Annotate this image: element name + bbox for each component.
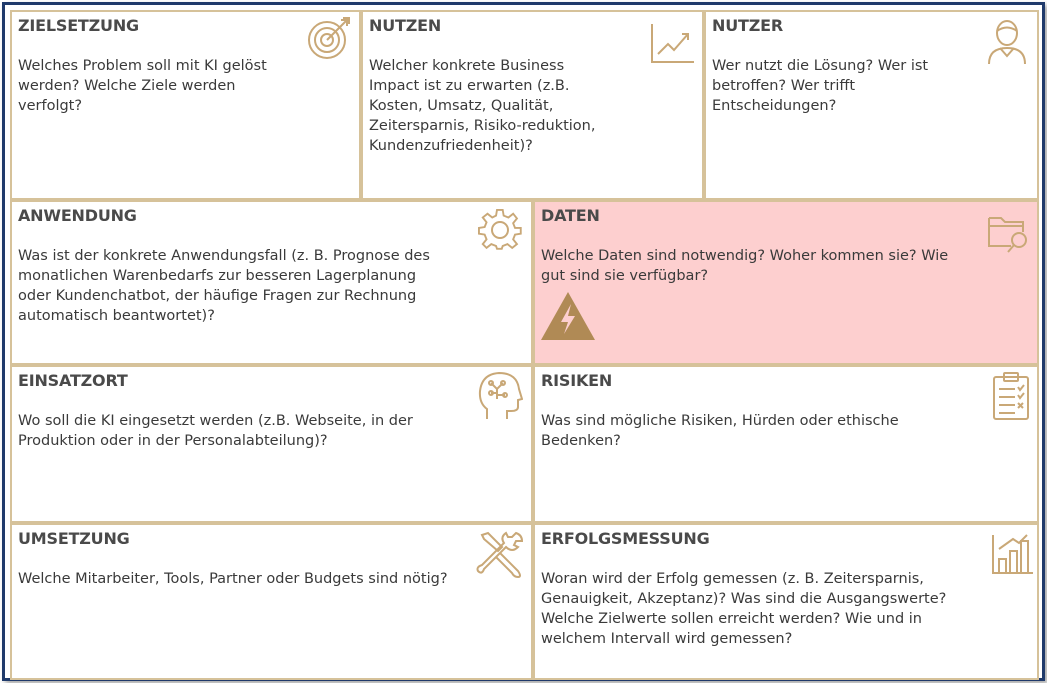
target-icon (307, 16, 353, 60)
cell-title: ANWENDUNG (18, 206, 137, 225)
cell-title: ZIELSETZUNG (18, 16, 139, 35)
cell-title: DATEN (541, 206, 600, 225)
cell-title: NUTZER (712, 16, 783, 35)
trend-chart-icon (650, 22, 696, 64)
cell-anwendung (10, 200, 533, 365)
cell-risiken (533, 365, 1039, 523)
cell-text: Welche Daten sind notwendig? Woher kommen sie? Wie gut sind sie verfügbar? (541, 248, 949, 284)
cell-text: Wer nutzt die Lösung? Wer ist betroffen? Wer trifft Entscheidungen? (712, 58, 929, 114)
cell-title: RISIKEN (541, 371, 613, 390)
cell-text: Was ist der konkrete Anwendungsfall (z. B. Prognose des monatlichen Warenbedarfs zur besseren Lagerplanung oder Kundenchatbot, der häufige Fragen zur Rechnung automatisch beantwortet)? (18, 248, 430, 324)
cell-text: Welche Mitarbeiter, Tools, Partner oder Budgets sind nötig? (18, 571, 448, 587)
cell-text: Woran wird der Erfolg gemessen (z. B. Zeitersparnis, Genauigkeit, Akzeptanz)? Was sind die Ausgangswerte? Welche Zielwerte sollen erreicht werden? Wie und in welchem Intervall wird gemessen? (541, 571, 947, 647)
lightning-warning-icon (539, 290, 597, 342)
brain-head-icon (477, 371, 523, 421)
ai-canvas (2, 2, 1045, 681)
person-icon (986, 18, 1028, 66)
cell-title: UMSETZUNG (18, 529, 130, 548)
cell-title: ERFOLGSMESSUNG (541, 529, 710, 548)
cell-text: Wo soll die KI eingesetzt werden (z.B. Webseite, in der Produktion oder in der Personalabteilung)? (18, 413, 413, 449)
clipboard-checklist-icon (991, 371, 1031, 421)
cell-text: Welches Problem soll mit KI gelöst werden? Welche Ziele werden verfolgt? (18, 58, 267, 114)
cell-title: EINSATZORT (18, 371, 128, 390)
cell-nutzer (704, 10, 1039, 200)
cell-erfolgsmessung (533, 523, 1039, 680)
tools-icon (476, 529, 526, 579)
cell-umsetzung (10, 523, 533, 680)
cell-title: NUTZEN (369, 16, 442, 35)
cell-text: Was sind mögliche Risiken, Hürden oder ethische Bedenken? (541, 413, 899, 449)
cell-einsatzort (10, 365, 533, 523)
cell-zielsetzung (10, 10, 361, 200)
cell-daten (533, 200, 1039, 365)
bar-chart-icon (991, 533, 1035, 575)
cell-nutzen (361, 10, 704, 200)
folder-search-icon (987, 210, 1033, 254)
cell-text: Welcher konkrete Business Impact ist zu erwarten (z.B. Kosten, Umsatz, Qualität, Zeitersparnis, Risiko-reduktion, Kundenzufriedenheit)? (369, 58, 596, 154)
gear-icon (478, 208, 522, 252)
